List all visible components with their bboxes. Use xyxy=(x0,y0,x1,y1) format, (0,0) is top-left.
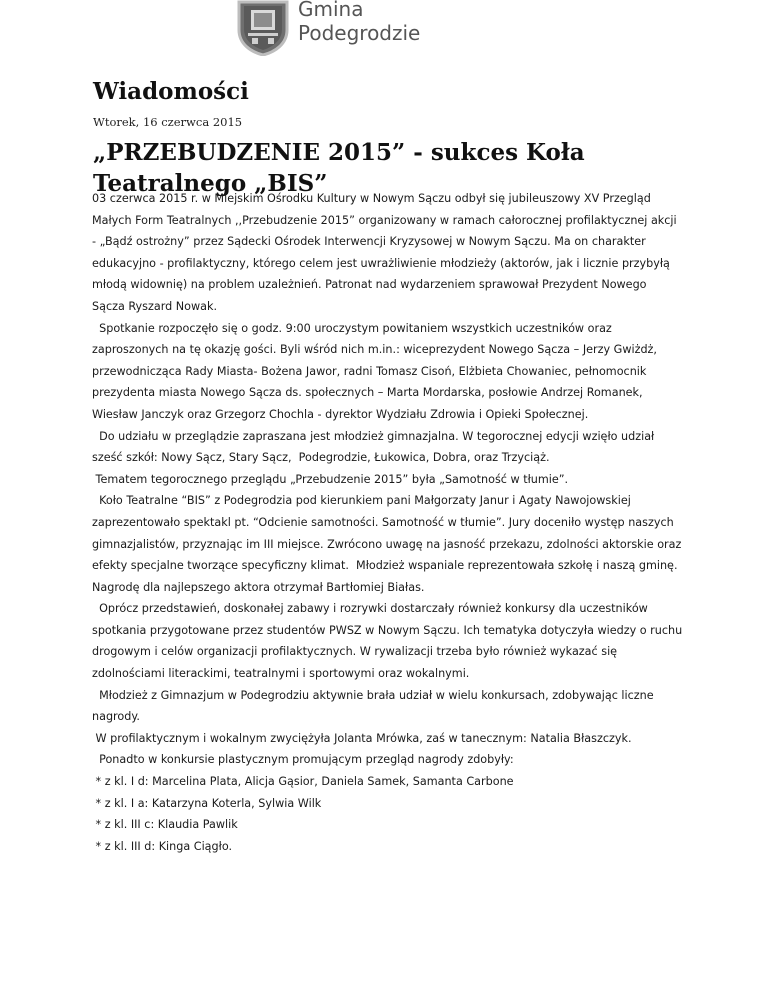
article-text-line: Sącza Ryszard Nowak. xyxy=(92,299,218,313)
article-text-line: prezydenta miasta Nowego Sącza ds. społecznych – Marta Mordarska, posłowie Andrzej Romanek, xyxy=(92,386,643,400)
site-name[interactable] xyxy=(298,0,420,45)
article-text-line: zaprezentowało spektakl pt. “Odcienie samotności. Samotność w tłumie”. Jury doceniło występ naszych xyxy=(92,515,674,529)
article-text-line: zaproszonych na tę okazję gości. Byli wśród nich m.in.: wiceprezydent Nowego Sącza – Jerzy Gwiżdż, xyxy=(92,343,657,357)
article-text-line: drogowym i celów organizacji profilaktycznych. W rywalizacji trzeba było również wykazać się xyxy=(92,645,618,659)
article-text-line: gimnazjalistów, przyznając im III miejsce. Zwrócono uwagę na jasność przekazu, zdolności aktorskie oraz xyxy=(92,537,682,551)
article-text-line: * z kl. III d: Kinga Ciągło. xyxy=(92,839,233,853)
article-title-line2: Teatralnego „BIS” xyxy=(93,170,328,197)
article-text-line: Małych Form Teatralnych ,,Przebudzenie 2015” organizowany w ramach całorocznej profilaktycznej akcji xyxy=(92,213,677,227)
article-text-line: - „Bądź ostrożny” przez Sądecki Ośrodek Interwencji Kryzysowej w Nowym Sączu. Ma on charakter xyxy=(92,235,646,249)
site-name-line1: Gmina xyxy=(298,0,364,21)
section-title: Wiadomości xyxy=(93,78,249,105)
article-text-line: Spotkanie rozpoczęło się o godz. 9:00 uroczystym powitaniem wszystkich uczestników oraz xyxy=(92,321,612,335)
article-text-line: * z kl. III c: Klaudia Pawlik xyxy=(92,818,238,832)
article-text-line: Koło Teatralne “BIS” z Podegrodzia pod kierunkiem pani Małgorzaty Janur i Agaty Nawojowskiej xyxy=(92,494,631,508)
site-name-line2: Podegrodzie xyxy=(298,21,421,45)
article-text-line: młodą widownię) na problem uzależnień. Patronat nad wydarzeniem sprawował Prezydent Nowego xyxy=(92,278,647,292)
article-text-line: Do udziału w przeglądzie zapraszana jest młodzież gimnazjalna. W tegorocznej edycji wzięło udział xyxy=(92,429,655,443)
site-header xyxy=(236,0,420,56)
article-text-line: W profilaktycznym i wokalnym zwyciężyła Jolanta Mrówka, zaś w tanecznym: Natalia Błaszczyk. xyxy=(92,731,632,745)
article-text-line: Nagrodę dla najlepszego aktora otrzymał Bartłomiej Białas. xyxy=(92,580,425,594)
article-text-line: spotkania przygotowane przez studentów PWSZ w Nowym Sączu. Ich tematyka dotyczyła wiedzy o ruchu xyxy=(92,623,683,637)
article-date: Wtorek, 16 czerwca 2015 xyxy=(93,115,243,129)
article-body xyxy=(92,188,682,857)
article-text-line: sześć szkół: Nowy Sącz, Stary Sącz, Podegrodzie, Łukowica, Dobra, oraz Trzyciąż. xyxy=(92,451,550,465)
article-text-line: * z kl. I a: Katarzyna Koterla, Sylwia Wilk xyxy=(92,796,322,810)
article-text-line: edukacyjno - profilaktyczny, którego celem jest uwrażliwienie młodzieży (aktorów, jak i licznie przybyłą xyxy=(92,256,670,270)
article-text-line: przewodnicząca Rady Miasta- Bożena Jawor, radni Tomasz Cisoń, Elżbieta Chowaniec, pełnomocnik xyxy=(92,364,647,378)
article-text-line: nagrody. xyxy=(92,710,140,724)
article-text-line: * z kl. I d: Marcelina Plata, Alicja Gąsior, Daniela Samek, Samanta Carbone xyxy=(92,775,514,789)
article-title-line1: „PRZEBUDZENIE 2015” - sukces Koła xyxy=(93,139,585,166)
article-text-line: Wiesław Janczyk oraz Grzegorz Chochla - dyrektor Wydziału Zdrowia i Opieki Społecznej. xyxy=(92,407,589,421)
article-text-line: zdolnościami literackimi, teatralnymi i sportowymi oraz wokalnymi. xyxy=(92,667,470,681)
article-text-line: 03 czerwca 2015 r. w Miejskim Ośrodku Kultury w Nowym Sączu odbył się jubileuszowy XV Przegląd xyxy=(92,192,651,205)
article-text-line: efekty specjalne tworzące specyficzny klimat. Młodzież wspaniale reprezentowała szkołę i naszą gminę. xyxy=(92,559,678,573)
article-text-line: Oprócz przedstawień, doskonałej zabawy i rozrywki dostarczały również konkursy dla uczestników xyxy=(92,602,648,616)
article-text-line: Młodzież z Gimnazjum w Podegrodziu aktywnie brała udział w wielu konkursach, zdobywając liczne xyxy=(92,688,654,702)
gmina-coat-of-arms-icon[interactable] xyxy=(236,0,290,56)
article-text-line: Ponadto w konkursie plastycznym promującym przegląd nagrody zdobyły: xyxy=(92,753,514,767)
article-text-line: Tematem tegorocznego przeglądu „Przebudzenie 2015” była „Samotność w tłumie”. xyxy=(92,472,569,486)
